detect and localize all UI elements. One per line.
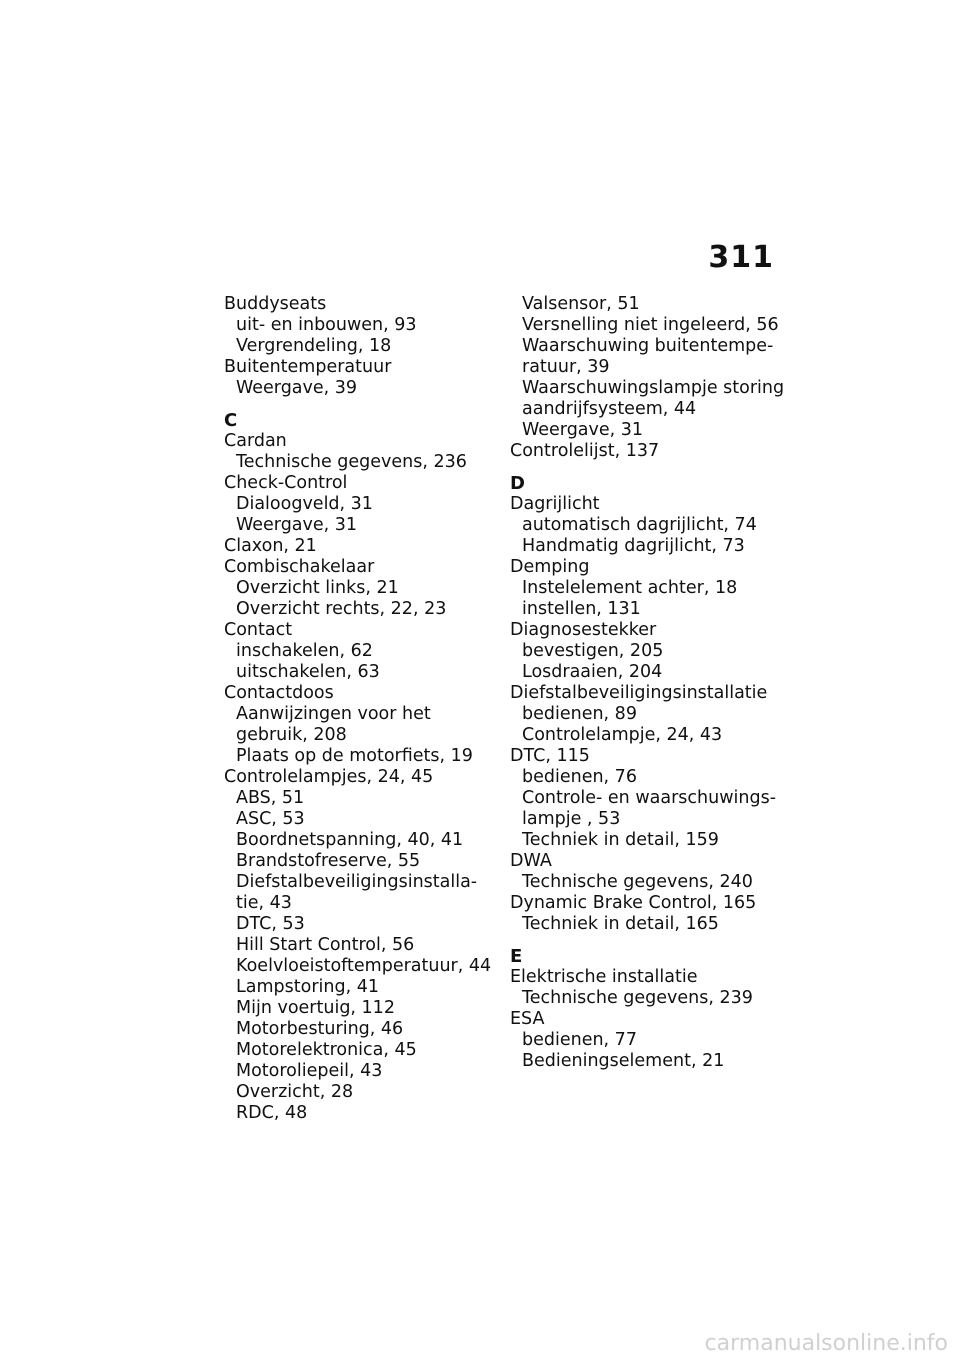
index-subentry: Weergave, 31 — [236, 515, 358, 535]
index-entry: Diefstalbeveiligingsinstallatie — [510, 683, 768, 703]
index-entry: Dynamic Brake Control, 165 — [510, 893, 757, 913]
index-subentry: automatisch dagrijlicht, 74 — [522, 515, 757, 535]
index-entry: Demping — [510, 557, 590, 577]
index-entry: Dagrijlicht — [510, 494, 600, 514]
index-subentry: tie, 43 — [236, 893, 292, 913]
index-subentry: Overzicht links, 21 — [236, 578, 399, 598]
index-subentry: Handmatig dagrijlicht, 73 — [522, 536, 745, 556]
index-letter-heading: C — [224, 410, 238, 431]
index-subentry: Technische gegevens, 239 — [522, 988, 753, 1008]
index-entry: ESA — [510, 1009, 545, 1029]
index-subentry: Overzicht, 28 — [236, 1082, 354, 1102]
index-subentry: Controle- en waarschuwings- — [522, 788, 777, 808]
index-entry: Controlelijst, 137 — [510, 441, 660, 461]
index-entry: Diagnosestekker — [510, 620, 657, 640]
index-subentry: Mijn voertuig, 112 — [236, 998, 395, 1018]
index-subentry: bedienen, 77 — [522, 1030, 637, 1050]
index-entry: Controlelampjes, 24, 45 — [224, 767, 434, 787]
index-subentry: Boordnetspanning, 40, 41 — [236, 830, 464, 850]
index-subentry: Waarschuwing buitentempe- — [522, 336, 774, 356]
index-entry: Check-Control — [224, 473, 348, 493]
index-letter-heading: D — [510, 473, 525, 494]
index-subentry: ASC, 53 — [236, 809, 305, 829]
index-subentry: Plaats op de motorfiets, 19 — [236, 746, 473, 766]
index-subentry: Versnelling niet ingeleerd, 56 — [522, 315, 779, 335]
index-subentry: Aanwijzingen voor het — [236, 704, 431, 724]
index-subentry: ABS, 51 — [236, 788, 305, 808]
index-entry: Buddyseats — [224, 294, 327, 314]
index-entry: Contactdoos — [224, 683, 334, 703]
index-subentry: aandrijfsysteem, 44 — [522, 399, 697, 419]
index-subentry: Controlelampje, 24, 43 — [522, 725, 723, 745]
index-subentry: Waarschuwingslampje storing — [522, 378, 785, 398]
index-subentry: Motorbesturing, 46 — [236, 1019, 404, 1039]
index-subentry: instellen, 131 — [522, 599, 641, 619]
index-entry: Buitentemperatuur — [224, 357, 392, 377]
index-subentry: Techniek in detail, 159 — [522, 830, 719, 850]
index-subentry: uit- en inbouwen, 93 — [236, 315, 417, 335]
index-subentry: Weergave, 31 — [522, 420, 644, 440]
index-subentry: lampje , 53 — [522, 809, 621, 829]
index-subentry: bedienen, 89 — [522, 704, 637, 724]
index-column-left — [224, 294, 514, 1124]
index-subentry: inschakelen, 62 — [236, 641, 373, 661]
index-subentry: bedienen, 76 — [522, 767, 637, 787]
index-subentry: Lampstoring, 41 — [236, 977, 379, 997]
index-subentry: Diefstalbeveiligingsinstalla- — [236, 872, 478, 892]
index-subentry: ratuur, 39 — [522, 357, 610, 377]
index-entry: DWA — [510, 851, 552, 871]
index-column-right — [510, 294, 800, 1072]
watermark: carmanualsonline.info — [704, 1331, 948, 1356]
index-subentry: Vergrendeling, 18 — [236, 336, 392, 356]
index-subentry: Motorelektronica, 45 — [236, 1040, 417, 1060]
index-subentry: Instelelement achter, 18 — [522, 578, 738, 598]
page-number: 311 — [708, 240, 774, 275]
index-subentry: Hill Start Control, 56 — [236, 935, 415, 955]
index-subentry: Brandstofreserve, 55 — [236, 851, 421, 871]
index-subentry: Technische gegevens, 236 — [236, 452, 467, 472]
index-subentry: gebruik, 208 — [236, 725, 347, 745]
index-subentry: Bedieningselement, 21 — [522, 1051, 725, 1071]
index-letter-heading: E — [510, 946, 523, 967]
index-subentry: Technische gegevens, 240 — [522, 872, 753, 892]
index-subentry: DTC, 53 — [236, 914, 305, 934]
index-entry: DTC, 115 — [510, 746, 590, 766]
index-entry: Combischakelaar — [224, 557, 375, 577]
index-entry: Cardan — [224, 431, 287, 451]
index-subentry: uitschakelen, 63 — [236, 662, 380, 682]
index-subentry: bevestigen, 205 — [522, 641, 664, 661]
index-entry: Contact — [224, 620, 293, 640]
index-entry: Elektrische installatie — [510, 967, 698, 987]
index-subentry: Techniek in detail, 165 — [522, 914, 719, 934]
index-subentry: Dialoogveld, 31 — [236, 494, 373, 514]
index-subentry: Overzicht rechts, 22, 23 — [236, 599, 447, 619]
index-subentry: Weergave, 39 — [236, 378, 358, 398]
index-subentry: Motoroliepeil, 43 — [236, 1061, 383, 1081]
index-entry: Claxon, 21 — [224, 536, 317, 556]
index-subentry: Koelvloeistoftemperatuur, 44 — [236, 956, 492, 976]
index-subentry: RDC, 48 — [236, 1103, 308, 1123]
index-subentry: Valsensor, 51 — [522, 294, 640, 314]
index-subentry: Losdraaien, 204 — [522, 662, 663, 682]
